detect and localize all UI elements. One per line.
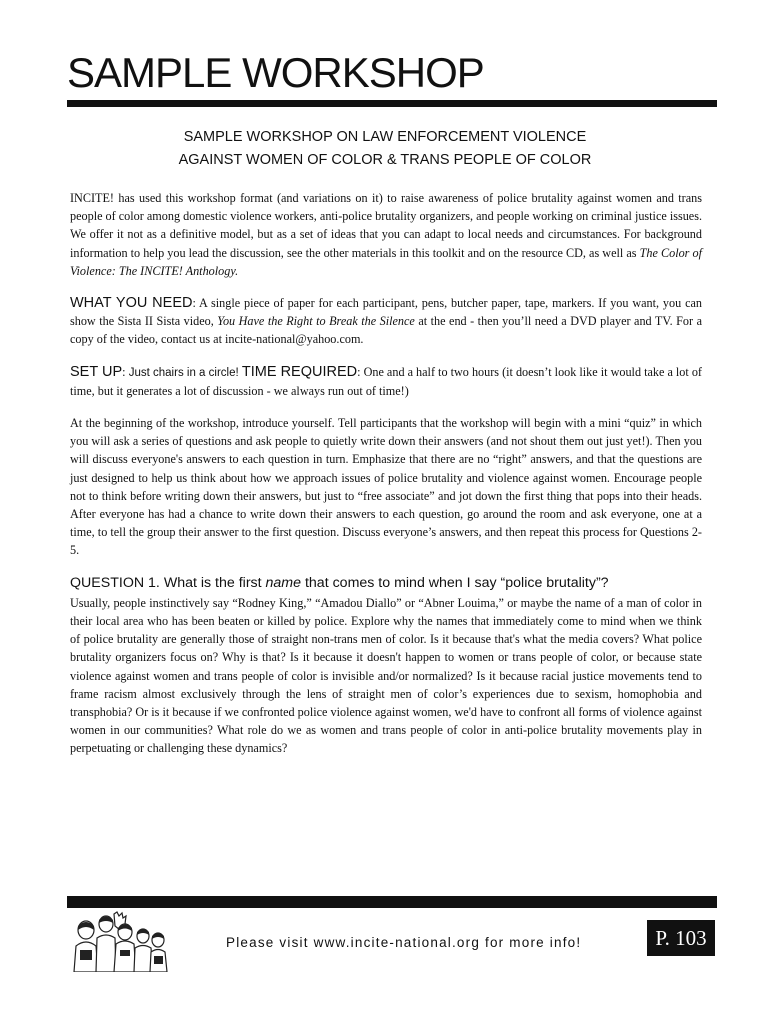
question-1-block <box>70 574 702 758</box>
page-title: SAMPLE WORKSHOP <box>67 49 484 96</box>
instructions-paragraph: At the beginning of the workshop, introduce yourself. Tell participants that the workshop will begin with a mini “quiz” in which you will ask a series of questions and ask people to quietly write down their answers (and not shout them out just yet!). Then you will discuss everyone's answers to each question in turn. Emphasize that there are no “right” answers, and that the questions are just designed to help us think about how we approach issues of police brutality and violence against women. Encourage people not to think before writing down their answers, but just to “free associate” and jot down the first thing that pops into their heads. After everyone has had a chance to write down their answers to each question, go around the room and ask everyone, one at a time, to tell the group their answer to the first question. Discuss everyone’s answers, and then repeat this process for Questions 2-5. <box>70 416 702 558</box>
video-title: You Have the Right to Break the Silence <box>217 314 415 329</box>
time-required-text: One and a half to two hours (it doesn’t look like it would take a lot of time, but it generates a lot of discussion - we always run out of time!) <box>70 364 702 398</box>
question-1-emphasis: name <box>265 574 302 591</box>
title-rule <box>67 100 717 107</box>
footer-website-text: Please visit www.incite-national.org for more info! <box>226 935 582 950</box>
what-you-need-heading: WHAT YOU NEED <box>70 295 193 312</box>
what-you-need-text-2: at the end - then you’ll need a DVD player and TV. For a copy of the video, contact us at incite-national@yahoo.com. <box>70 314 702 347</box>
question-1-discussion: Usually, people instinctively say “Rodney King,” “Amadou Diallo” or “Abner Louima,” or maybe the name of a man of color in their local area who has been beaten or killed by police. Explore why the names that immediately come to mind when we think of police brutality are generally those of straight non-trans men of color. Is it because that's what the media covers? What police brutality organizers focus on? Why is that? Is it because it doesn't happen to women or trans people of color, or because state violence against women and trans people of color is invisible and/or normalized? Is it because racial justice movements tend to frame racism almost exclusively through the lens of straight men of color’s experiences due to sexism, homophobia and transphobia? Or is it because if we confronted police violence against women, we'd have to confront all forms of violence against women in our communities? What role do we as women and trans people of color in anti-police brutality movements play in perpetuating or challenging these dynamics? <box>70 595 702 756</box>
subtitle-line-2: AGAINST WOMEN OF COLOR & TRANS PEOPLE OF COLOR <box>178 152 592 168</box>
setup-text: Just chairs in a circle! <box>125 366 242 379</box>
intro-text: INCITE! has used this workshop format (and variations on it) to raise awareness of police brutality against women and trans people of color among domestic violence workers, anti-police brutality organizers, and people working on criminal justice issues. We offer it not as a definitive model, but as a set of ideas that you can adapt to local needs and circumstances. For background information to help you lead the discussion, see the other materials in this toolkit and on the resource CD, as well as <box>70 191 702 260</box>
intro-paragraph <box>70 189 702 280</box>
page-number-badge: P. 103 <box>647 920 715 956</box>
what-you-need-text: A single piece of paper for each participant, pens, butcher paper, tape, markers. If you want, you can show the Sista II Sista video, <box>70 296 702 329</box>
question-1-text-post: that comes to mind when I say “police brutality”? <box>301 574 609 591</box>
setup-heading: SET UP <box>70 363 123 380</box>
question-1-text-pre: What is the first <box>159 574 266 591</box>
what-you-need-paragraph: WHAT YOU NEED: A single piece of paper for each participant, pens, butcher paper, tape, markers. If you want, you can show the Sista II Sista video, You Have the Right to Break the Silence at the end - then you’ll need a DVD player and TV. For a copy of the video, contact us at incite-national@yahoo.com. <box>70 295 702 347</box>
question-1-label: QUESTION 1. <box>70 574 160 591</box>
question-1-heading <box>70 574 702 592</box>
workshop-subtitle <box>67 126 703 172</box>
setup-paragraph: SET UP: Just chairs in a circle! TIME REQUIRED: One and a half to two hours (it doesn’t look like it would take a lot of time, but it generates a lot of discussion - we always run out of time!) <box>70 363 702 398</box>
people-illustration <box>70 910 170 972</box>
time-required-heading: TIME REQUIRED <box>241 363 358 380</box>
body-text <box>70 189 702 772</box>
anthology-title: The Color of Violence: The INCITE! Anthology. <box>70 245 702 278</box>
footer-rule <box>67 896 717 908</box>
subtitle-line-1: SAMPLE WORKSHOP ON LAW ENFORCEMENT VIOLENCE <box>183 129 587 145</box>
